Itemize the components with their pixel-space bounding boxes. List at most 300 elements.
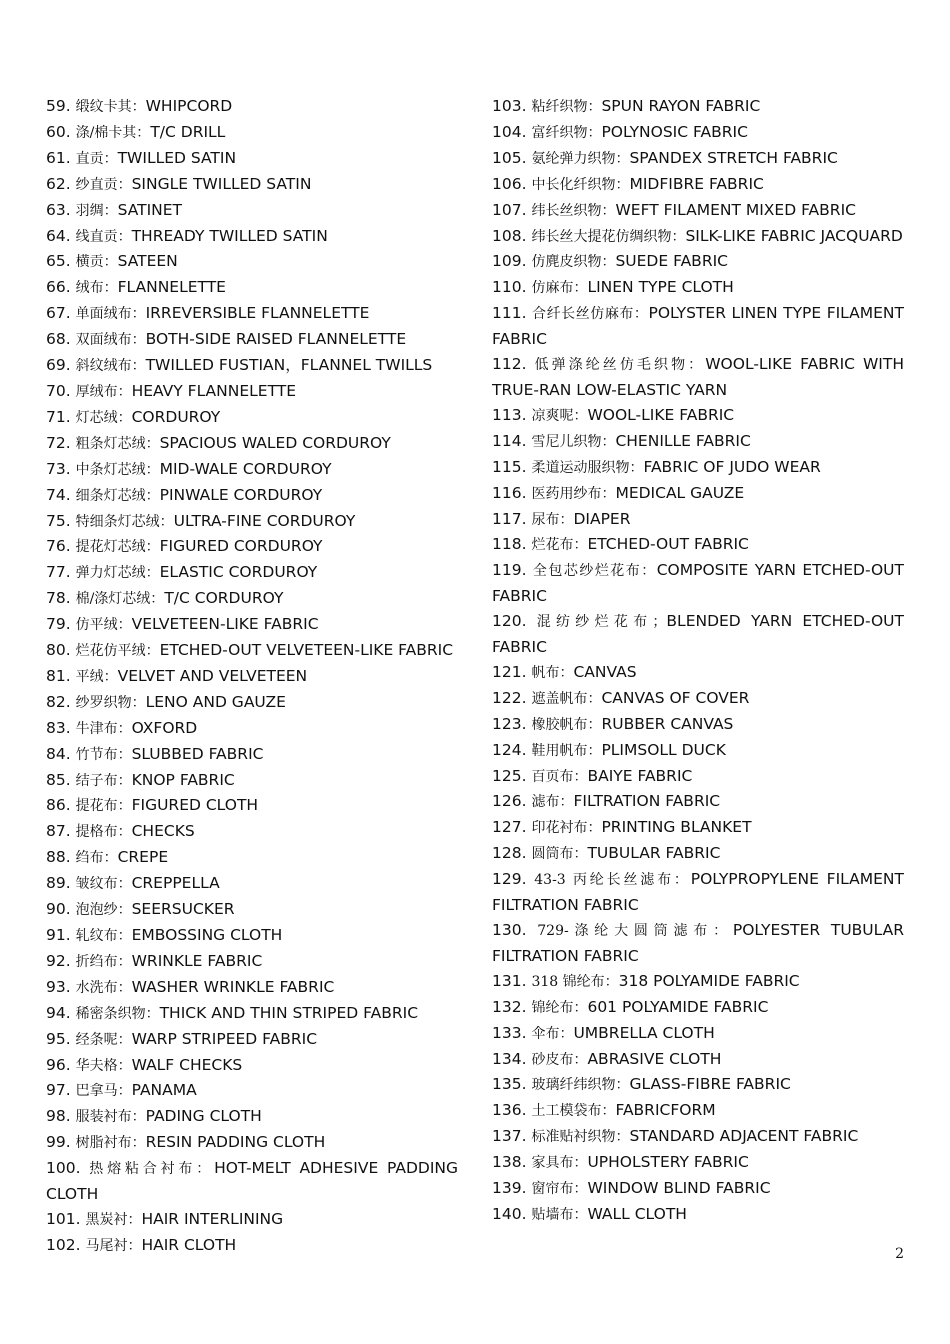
- entry-chinese-term: 凉爽呢：: [531, 407, 588, 424]
- entry-chinese-term: 提花灯芯绒：: [75, 539, 160, 556]
- glossary-entry: [492, 429, 904, 455]
- glossary-entry: [492, 1176, 904, 1202]
- entry-number: 132.: [492, 997, 527, 1016]
- entry-number: 66.: [46, 278, 71, 297]
- glossary-entry: [46, 275, 458, 301]
- entry-chinese-term: 双面绒布：: [75, 332, 146, 349]
- glossary-entry: [492, 146, 904, 172]
- entry-number: 89.: [46, 874, 71, 893]
- glossary-entry: [46, 742, 458, 768]
- entry-chinese-term: 伞布：: [531, 1025, 574, 1042]
- entry-number: 120.: [492, 612, 527, 631]
- entry-number: 78.: [46, 589, 71, 608]
- entry-chinese-term: 灯芯绒：: [75, 409, 132, 426]
- entry-english-term: BOTH-SIDE RAISED FLANNELETTE: [145, 330, 407, 349]
- entry-number: 131.: [492, 971, 527, 990]
- glossary-entry: [492, 609, 904, 660]
- glossary-entry: [492, 481, 904, 507]
- entry-english-term: CANVAS: [573, 662, 637, 681]
- entry-number: 73.: [46, 459, 71, 478]
- entry-english-term: WOOL-LIKE FABRIC: [587, 405, 735, 424]
- entry-chinese-term: 锦纶布：: [531, 999, 588, 1016]
- entry-english-term: HAIR CLOTH: [141, 1235, 237, 1254]
- entry-chinese-term: 羽绸：: [75, 202, 118, 219]
- entry-chinese-term: 烂花仿平绒：: [75, 643, 160, 660]
- entry-english-term: TWILLED SATIN: [117, 148, 237, 167]
- entry-number: 128.: [492, 844, 527, 863]
- glossary-entry: [492, 789, 904, 815]
- entry-chinese-term: 结子布：: [75, 772, 132, 789]
- entry-english-term: WALL CLOTH: [587, 1204, 687, 1223]
- glossary-entry: [492, 712, 904, 738]
- entry-chinese-term: 尿布：: [531, 511, 574, 528]
- glossary-entry: [46, 560, 458, 586]
- entry-number: 102.: [46, 1235, 81, 1254]
- entry-chinese-term: 棉/涤灯芯绒：: [75, 591, 165, 608]
- entry-english-term: CREPPELLA: [131, 874, 220, 893]
- entry-english-term: COMPOSITE YARN ETCHED-OUT FABRIC: [492, 561, 904, 606]
- entry-number: 113.: [492, 405, 527, 424]
- entry-number: 97.: [46, 1081, 71, 1100]
- entry-number: 136.: [492, 1101, 527, 1120]
- entry-english-term: PANAMA: [131, 1081, 197, 1100]
- entry-english-term: FABRICFORM: [615, 1101, 716, 1120]
- entry-number: 138.: [492, 1153, 527, 1172]
- entry-chinese-term: 家具布：: [531, 1155, 588, 1172]
- entry-english-term: WHIPCORD: [145, 97, 233, 115]
- entry-chinese-term: 皱纹布：: [75, 876, 132, 893]
- entry-english-term: SUEDE FABRIC: [615, 252, 728, 271]
- entry-chinese-term: 绒布：: [75, 280, 118, 297]
- entry-english-term: ABRASIVE CLOTH: [587, 1049, 722, 1068]
- entry-english-term: VELVET AND VELVETEEN: [117, 666, 308, 685]
- glossary-entry: [46, 923, 458, 949]
- entry-english-term: CORDUROY: [131, 407, 221, 426]
- glossary-entry: [46, 1207, 458, 1233]
- glossary-entry: [492, 301, 904, 352]
- glossary-entry: [46, 975, 458, 1001]
- glossary-entry: [46, 664, 458, 690]
- entry-number: 60.: [46, 122, 71, 141]
- entry-english-term: SPANDEX STRETCH FABRIC: [629, 148, 838, 167]
- entry-chinese-term: 帆布：: [531, 664, 574, 681]
- entry-english-term: FIGURED CORDUROY: [159, 537, 323, 556]
- entry-chinese-term: 纱罗织物：: [75, 694, 146, 711]
- entry-number: 72.: [46, 433, 71, 452]
- entry-english-term: IRREVERSIBLE FLANNELETTE: [145, 304, 370, 323]
- entry-chinese-term: 标准贴衬织物：: [531, 1129, 630, 1146]
- entry-number: 124.: [492, 740, 527, 759]
- entry-number: 91.: [46, 926, 71, 944]
- glossary-entry: [46, 612, 458, 638]
- glossary-entry: [46, 249, 458, 275]
- glossary-entry: [492, 403, 904, 429]
- entry-english-term: FIGURED CLOTH: [131, 796, 259, 815]
- glossary-entry: [492, 120, 904, 146]
- entry-chinese-term: 仿麻布：: [531, 280, 588, 297]
- entry-chinese-term: 稀密条织物：: [75, 1005, 160, 1022]
- entry-chinese-term: 平绒：: [75, 668, 118, 685]
- entry-number: 125.: [492, 766, 527, 785]
- entry-number: 140.: [492, 1204, 527, 1223]
- glossary-entry: [492, 995, 904, 1021]
- glossary-entry: [46, 457, 458, 483]
- entry-chinese-term: 柔道运动服织物：: [531, 459, 644, 476]
- entry-english-term: POLYSTER LINEN TYPE FILAMENT FABRIC: [492, 304, 904, 349]
- glossary-entry: [46, 716, 458, 742]
- entry-english-term: UMBRELLA CLOTH: [573, 1023, 715, 1042]
- glossary-entry: [46, 768, 458, 794]
- entry-number: 80.: [46, 641, 71, 660]
- entry-number: 77.: [46, 563, 71, 582]
- entry-english-term: RESIN PADDING CLOTH: [145, 1133, 326, 1152]
- glossary-entry: [492, 275, 904, 301]
- entry-chinese-term: 泡泡纱：: [75, 902, 132, 919]
- entry-english-term: PINWALE CORDUROY: [159, 485, 323, 504]
- entry-english-term: FABRIC OF JUDO WEAR: [643, 457, 821, 476]
- entry-number: 135.: [492, 1075, 527, 1094]
- entry-english-term: T/C CORDUROY: [164, 589, 284, 608]
- glossary-entry: [492, 969, 904, 995]
- entry-chinese-term: 滤布：: [531, 794, 574, 811]
- entry-english-term: 318 POLYAMIDE FABRIC: [618, 971, 800, 990]
- entry-chinese-term: 水洗布：: [75, 979, 132, 996]
- entry-english-term: POLYESTER TUBULAR FILTRATION FABRIC: [492, 921, 905, 965]
- glossary-entry: [492, 841, 904, 867]
- entry-number: 114.: [492, 431, 527, 450]
- entry-chinese-term: 土工模袋布：: [531, 1103, 616, 1120]
- entry-number: 109.: [492, 252, 527, 271]
- entry-number: 110.: [492, 278, 527, 297]
- entry-english-term: DIAPER: [573, 509, 631, 528]
- entry-chinese-term: 缎纹卡其：: [75, 99, 146, 115]
- entry-english-term: SILK-LIKE FABRIC JACQUARD: [685, 226, 903, 245]
- entry-english-term: WRINKLE FABRIC: [131, 951, 263, 970]
- glossary-entry: [492, 1150, 904, 1176]
- entry-chinese-term: 横贡：: [75, 254, 118, 271]
- entry-chinese-term: 线直贡：: [75, 228, 132, 245]
- glossary-entry: [492, 94, 904, 120]
- glossary-entry: [46, 353, 458, 379]
- entry-english-term: UPHOLSTERY FABRIC: [587, 1153, 749, 1172]
- glossary-entry: [492, 918, 904, 969]
- entry-number: 133.: [492, 1023, 527, 1042]
- glossary-entry: [46, 819, 458, 845]
- entry-english-term: WARP STRIPEED FABRIC: [131, 1029, 318, 1048]
- glossary-entry: [46, 198, 458, 224]
- entry-chinese-term: 纬长丝大提花仿绸织物：: [531, 228, 686, 245]
- entry-english-term: BLENDED YARN ETCHED-OUT FABRIC: [492, 612, 904, 657]
- entry-number: 122.: [492, 688, 527, 707]
- entry-number: 74.: [46, 485, 71, 504]
- page-number: 2: [895, 1246, 904, 1262]
- entry-number: 126.: [492, 792, 527, 811]
- entry-english-term: FLANNELETTE: [117, 278, 226, 297]
- entry-english-term: WEFT FILAMENT MIXED FABRIC: [615, 200, 856, 219]
- entry-number: 63.: [46, 200, 71, 219]
- entry-number: 81.: [46, 666, 71, 685]
- entry-chinese-term: 印花衬布：: [531, 820, 602, 837]
- entry-english-term: 601 POLYAMIDE FABRIC: [587, 997, 769, 1016]
- entry-number: 123.: [492, 714, 527, 733]
- entry-chinese-term: 玻璃纤纬织物：: [531, 1077, 630, 1094]
- entry-chinese-term: 合纤长丝仿麻布：: [532, 306, 649, 323]
- entry-english-term: WOOL-LIKE FABRIC WITH TRUE-RAN LOW-ELASTIC YARN: [492, 355, 904, 399]
- entry-english-term: PADING CLOTH: [145, 1107, 262, 1126]
- entry-english-term: LENO AND GAUZE: [145, 692, 286, 711]
- entry-english-term: VELVETEEN-LIKE FABRIC: [131, 615, 319, 634]
- glossary-entry: [46, 871, 458, 897]
- entry-number: 103.: [492, 97, 527, 115]
- entry-chinese-term: 砂皮布：: [531, 1051, 588, 1068]
- entry-english-term: WINDOW BLIND FABRIC: [587, 1179, 771, 1198]
- entry-chinese-term: 竹节布：: [75, 746, 132, 763]
- entry-chinese-term: 黑炭衬：: [85, 1211, 142, 1228]
- entry-english-term: POLYPROPYLENE FILAMENT FILTRATION FABRIC: [492, 870, 904, 915]
- glossary-entry: [492, 1098, 904, 1124]
- entry-english-term: WALF CHECKS: [131, 1055, 243, 1074]
- entry-number: 85.: [46, 770, 71, 789]
- entry-chinese-term: 贴墙布：: [531, 1206, 588, 1223]
- entry-chinese-term: 斜纹绒布：: [75, 358, 146, 375]
- glossary-entry: [46, 1053, 458, 1079]
- entry-english-term: EMBOSSING CLOTH: [131, 926, 283, 944]
- glossary-entry: [46, 94, 458, 120]
- entry-number: 94.: [46, 1003, 71, 1022]
- left-column: [46, 94, 458, 1259]
- glossary-entry: [492, 1124, 904, 1150]
- entry-english-term: PRINTING BLANKET: [601, 818, 752, 837]
- entry-chinese-term: 遮盖帆布：: [531, 690, 602, 707]
- entry-english-term: TUBULAR FABRIC: [587, 844, 721, 863]
- entry-english-term: BAIYE FABRIC: [587, 766, 693, 785]
- entry-english-term: THREADY TWILLED SATIN: [131, 226, 328, 245]
- entry-english-term: ULTRA-FINE CORDUROY: [173, 511, 356, 530]
- entry-number: 107.: [492, 200, 527, 219]
- entry-number: 83.: [46, 718, 71, 737]
- entry-number: 67.: [46, 304, 71, 323]
- glossary-entry: [492, 172, 904, 198]
- glossary-entry: [46, 301, 458, 327]
- entry-english-term: ELASTIC CORDUROY: [159, 563, 318, 582]
- glossary-entry: [46, 509, 458, 535]
- entry-english-term: SLUBBED FABRIC: [131, 744, 264, 763]
- entry-number: 64.: [46, 226, 71, 245]
- entry-number: 82.: [46, 692, 71, 711]
- glossary-entry: [46, 897, 458, 923]
- entry-chinese-term: 粗条灯芯绒：: [75, 435, 160, 452]
- entry-chinese-term: 特细条灯芯绒：: [75, 513, 174, 530]
- glossary-entry: [492, 764, 904, 790]
- entry-english-term: SPUN RAYON FABRIC: [601, 97, 761, 115]
- glossary-entry: [492, 224, 904, 250]
- entry-number: 137.: [492, 1127, 527, 1146]
- entry-chinese-term: 细条灯芯绒：: [75, 487, 160, 504]
- entry-chinese-term: 729-涤纶大圆筒滤布：: [537, 923, 733, 939]
- glossary-entry: [46, 638, 458, 664]
- entry-number: 75.: [46, 511, 71, 530]
- entry-number: 68.: [46, 330, 71, 349]
- entry-chinese-term: 圆筒布：: [531, 846, 588, 863]
- entry-chinese-term: 中长化纤织物：: [531, 176, 630, 193]
- entry-number: 59.: [46, 97, 71, 115]
- glossary-entry: [492, 352, 904, 403]
- entry-english-term: HOT-MELT ADHESIVE PADDING CLOTH: [46, 1159, 458, 1204]
- entry-number: 93.: [46, 977, 71, 996]
- entry-chinese-term: 经条呢：: [75, 1031, 132, 1048]
- entry-chinese-term: 全包芯纱烂花布：: [532, 563, 657, 580]
- entry-english-term: WASHER WRINKLE FABRIC: [131, 977, 335, 996]
- entry-number: 115.: [492, 457, 527, 476]
- entry-english-term: SINGLE TWILLED SATIN: [131, 174, 312, 193]
- entry-chinese-term: 轧纹布：: [75, 928, 132, 944]
- glossary-entry: [492, 249, 904, 275]
- glossary-entry: [46, 586, 458, 612]
- entry-number: 87.: [46, 822, 71, 841]
- entry-english-term: STANDARD ADJACENT FABRIC: [629, 1127, 859, 1146]
- entry-chinese-term: 混纺纱烂花布；: [536, 614, 667, 631]
- entry-english-term: LINEN TYPE CLOTH: [587, 278, 734, 297]
- entry-english-term: FILTRATION FABRIC: [573, 792, 721, 811]
- entry-number: 121.: [492, 662, 527, 681]
- entry-english-term: HAIR INTERLINING: [141, 1209, 284, 1228]
- glossary-entry: [46, 949, 458, 975]
- entry-number: 100.: [46, 1159, 81, 1178]
- glossary-entry: [46, 845, 458, 871]
- glossary-entry: [492, 1202, 904, 1228]
- entry-english-term: CANVAS OF COVER: [601, 688, 750, 707]
- entry-number: 88.: [46, 848, 71, 867]
- entry-chinese-term: 华夫格：: [75, 1057, 132, 1074]
- entry-english-term: MID-WALE CORDUROY: [159, 459, 332, 478]
- entry-english-term: OXFORD: [131, 718, 198, 737]
- glossary-entry: [46, 327, 458, 353]
- entry-chinese-term: 纬长丝织物：: [531, 202, 616, 219]
- entry-english-term: CHENILLE FABRIC: [615, 431, 751, 450]
- glossary-entry: [492, 198, 904, 224]
- entry-english-term: THICK AND THIN STRIPED FABRIC: [159, 1003, 419, 1022]
- entry-chinese-term: 提格布：: [75, 824, 132, 841]
- right-column: [492, 94, 904, 1228]
- glossary-entry: [492, 1072, 904, 1098]
- entry-english-term: MIDFIBRE FABRIC: [629, 174, 764, 193]
- entry-number: 111.: [492, 304, 527, 323]
- glossary-entry: [46, 1130, 458, 1156]
- entry-english-term: KNOP FABRIC: [131, 770, 235, 789]
- entry-number: 84.: [46, 744, 71, 763]
- entry-number: 90.: [46, 900, 71, 919]
- entry-english-term: SATINET: [117, 200, 183, 219]
- entry-english-term: CHECKS: [131, 822, 195, 841]
- entry-number: 118.: [492, 535, 527, 554]
- entry-number: 130.: [492, 921, 527, 939]
- entry-chinese-term: 低弹涤纶丝仿毛织物：: [534, 357, 706, 374]
- glossary-entry: [46, 224, 458, 250]
- entry-number: 61.: [46, 148, 71, 167]
- entry-chinese-term: 橡胶帆布：: [531, 716, 602, 733]
- glossary-entry: [492, 738, 904, 764]
- entry-number: 108.: [492, 226, 527, 245]
- entry-english-term: PLIMSOLL DUCK: [601, 740, 726, 759]
- glossary-entry: [46, 120, 458, 146]
- entry-chinese-term: 窗帘布：: [531, 1181, 588, 1198]
- entry-chinese-term: 服装衬布：: [75, 1109, 146, 1126]
- entry-chinese-term: 弹力灯芯绒：: [75, 565, 160, 582]
- entry-chinese-term: 涤/棉卡其：: [75, 124, 151, 141]
- glossary-entry: [46, 690, 458, 716]
- entry-chinese-term: 纱直贡：: [75, 176, 132, 193]
- entry-number: 79.: [46, 615, 71, 634]
- entry-number: 101.: [46, 1209, 81, 1228]
- entry-english-term: GLASS-FIBRE FABRIC: [629, 1075, 791, 1094]
- glossary-entry: [46, 793, 458, 819]
- entry-english-term: HEAVY FLANNELETTE: [131, 381, 297, 400]
- entry-chinese-term: 树脂衬布：: [75, 1135, 146, 1152]
- glossary-entry: [492, 1047, 904, 1073]
- entry-number: 134.: [492, 1049, 527, 1068]
- entry-chinese-term: 雪尼儿织物：: [531, 433, 616, 450]
- glossary-entry: [46, 146, 458, 172]
- glossary-entry: [492, 455, 904, 481]
- glossary-entry: [46, 405, 458, 431]
- entry-chinese-term: 单面绒布：: [75, 306, 146, 323]
- entry-number: 62.: [46, 174, 71, 193]
- entry-english-term: SATEEN: [117, 252, 178, 271]
- entry-number: 76.: [46, 537, 71, 556]
- entry-number: 139.: [492, 1179, 527, 1198]
- entry-chinese-term: 仿平绒：: [75, 617, 132, 634]
- entry-chinese-term: 富纤织物：: [531, 124, 602, 141]
- entry-english-term: POLYNOSIC FABRIC: [601, 122, 748, 141]
- entry-number: 95.: [46, 1029, 71, 1048]
- entry-number: 116.: [492, 483, 527, 502]
- entry-english-term: CREPE: [117, 848, 169, 867]
- entry-number: 92.: [46, 951, 71, 970]
- glossary-entry: [46, 1001, 458, 1027]
- entry-english-term: ETCHED-OUT FABRIC: [587, 535, 749, 554]
- glossary-entry: [492, 1021, 904, 1047]
- entry-english-term: SEERSUCKER: [131, 900, 235, 919]
- entry-chinese-term: 烂花布：: [531, 537, 588, 554]
- entry-chinese-term: 绉布：: [75, 850, 118, 867]
- entry-chinese-term: 仿麂皮织物：: [531, 254, 616, 271]
- glossary-entry: [492, 686, 904, 712]
- entry-number: 105.: [492, 148, 527, 167]
- entry-number: 69.: [46, 356, 71, 375]
- entry-number: 112.: [492, 355, 527, 374]
- glossary-entry: [492, 867, 904, 918]
- entry-chinese-term: 牛津布：: [75, 720, 132, 737]
- entry-number: 129.: [492, 870, 527, 889]
- entry-chinese-term: 直贡：: [75, 150, 118, 167]
- entry-chinese-term: 医药用纱布：: [531, 485, 616, 502]
- entry-number: 71.: [46, 407, 71, 426]
- entry-number: 96.: [46, 1055, 71, 1074]
- glossary-entry: [46, 1156, 458, 1207]
- entry-number: 104.: [492, 122, 527, 141]
- entry-number: 117.: [492, 509, 527, 528]
- entry-english-term: TWILLED FUSTIAN，FLANNEL TWILLS: [145, 356, 433, 375]
- entry-chinese-term: 318 锦纶布：: [531, 973, 619, 990]
- entry-chinese-term: 马尾衬：: [85, 1237, 142, 1254]
- glossary-entry: [46, 1027, 458, 1053]
- glossary-entry: [46, 431, 458, 457]
- entry-chinese-term: 提花布：: [75, 798, 132, 815]
- entry-chinese-term: 43-3 丙纶长丝滤布：: [534, 872, 691, 889]
- entry-number: 65.: [46, 252, 71, 271]
- entry-number: 106.: [492, 174, 527, 193]
- entry-number: 98.: [46, 1107, 71, 1126]
